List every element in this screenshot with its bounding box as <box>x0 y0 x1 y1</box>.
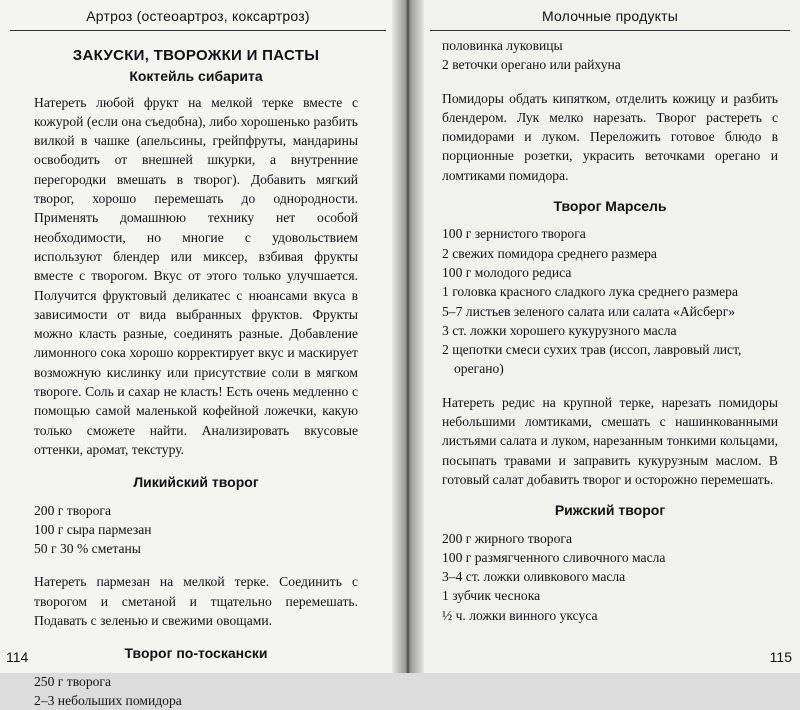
ingredient-list <box>34 501 358 559</box>
ingredient-item: половинка луковицы <box>442 38 563 53</box>
ingredient-item: 200 г творога <box>34 502 112 518</box>
book-gutter <box>392 0 424 673</box>
ingredient-item: 2–3 небольших помидора <box>34 692 182 708</box>
recipe-title: Рижский творог <box>554 502 666 519</box>
ingredient-item: 200 г жирного творога <box>442 530 572 546</box>
recipe-method: Помидоры обдать кипятком, отделить кожицу и разбить блендером. Лук мелко нарезать. Творог растереть с помидорами и луком. Переложить готовое блюдо в порционные розетки, украсить веточками орегано и ломтиками помидора. <box>442 90 778 183</box>
ingredient-item: 2 свежих помидора среднего размера <box>442 245 657 261</box>
ingredient-item: 2 щепотки смеси сухих трав (иссоп, лавровый лист, орегано) <box>442 342 742 377</box>
ingredient-item: 100 г сыра пармезан <box>34 521 152 537</box>
section-title: ЗАКУСКИ, ТВОРОЖКИ И ПАСТЫ <box>72 47 320 64</box>
running-head: Артроз (остеоартроз, коксартроз) <box>10 6 386 31</box>
recipe-title: Творог Марсель <box>553 198 667 215</box>
running-head: Молочные продукты <box>430 6 790 31</box>
ingredient-item: 3–4 ст. ложки оливкового масла <box>442 569 626 585</box>
page-number: 115 <box>769 649 792 665</box>
ingredient-item: 100 г молодого редиса <box>442 264 572 280</box>
ingredient-item: 1 зубчик чеснока <box>442 588 541 604</box>
page-number: 114 <box>6 649 29 665</box>
ingredient-item: 50 г 30 % сметаны <box>34 541 141 557</box>
recipe-method: Натереть редис на крупной терке, нарезать помидоры небольшими ломтиками, смешать с нашинкованными листьями салата и луком, нарезанным тонкими кольцами, посыпать травами и заправить кукурузным маслом. В готовый салат добавить творог и осторожно перемешать. <box>442 394 778 487</box>
ingredient-item: 250 г творога <box>34 673 112 689</box>
ingredient-list <box>34 672 358 710</box>
ingredient-item: 1 головка красного сладкого лука среднего размера <box>442 284 738 300</box>
ingredient-list <box>442 224 778 378</box>
ingredient-item: 100 г размягченного сливочного масла <box>442 549 666 565</box>
recipe-title: Коктейль сибарита <box>129 68 263 85</box>
ingredient-item: ½ ч. ложки винного уксуса <box>442 607 598 623</box>
ingredient-item: 3 ст. ложки хорошего кукурузного масла <box>442 322 677 338</box>
recipe-method: Натереть любой фрукт на мелкой терке вместе с кожурой (если она съедобна), либо хорошенько разбить вилкой в чашке (апельсины, грейпфруты, мандарины освободить от внешней шкурки, а внутренние перегородки вмешать в творог). Добавить мягкий творог, хорошо перемешать до однородности. Применять домашнюю технику нет особой необходимости, но многие с удовольствием используют блендер или миксер, взбивая фрукты вместе с творогом. Вкус от этого только улучшается. Получится фруктовый деликатес с нюансами вкуса в зависимости от вида выбранных фруктов. Фрукты можно класть разные, соединять разные. Добавление лимонного сока хорошо корректирует вкус и маскирует возможную кислинку или присутствие соли в мягком твороге. Соль и сахар не класть! Есть очень медленно с помощью самой маленькой кофейной ложечки, какую только сможете найти. Анализировать вкусовые оттенки, аромат, текстуру. <box>34 94 358 457</box>
recipe-method: Натереть пармезан на мелкой терке. Соединить с творогом и сметаной и тщательно перемешать. Подавать с зеленью и свежими овощами. <box>34 574 358 629</box>
ingredient-item: 100 г зернистого творога <box>442 226 586 242</box>
ingredient-item: 2 веточки орегано или райхуна <box>442 57 621 73</box>
right-page <box>408 0 800 673</box>
recipe-title: Творог по-тоскански <box>124 645 268 662</box>
left-page-text <box>34 40 358 710</box>
recipe-title: Ликийский творог <box>133 474 259 491</box>
ingredient-item: 5–7 листьев зеленого салата или салата «Айсберг» <box>442 303 736 319</box>
ingredient-list <box>442 36 778 75</box>
ingredient-list <box>442 529 778 625</box>
right-page-text <box>442 36 778 625</box>
